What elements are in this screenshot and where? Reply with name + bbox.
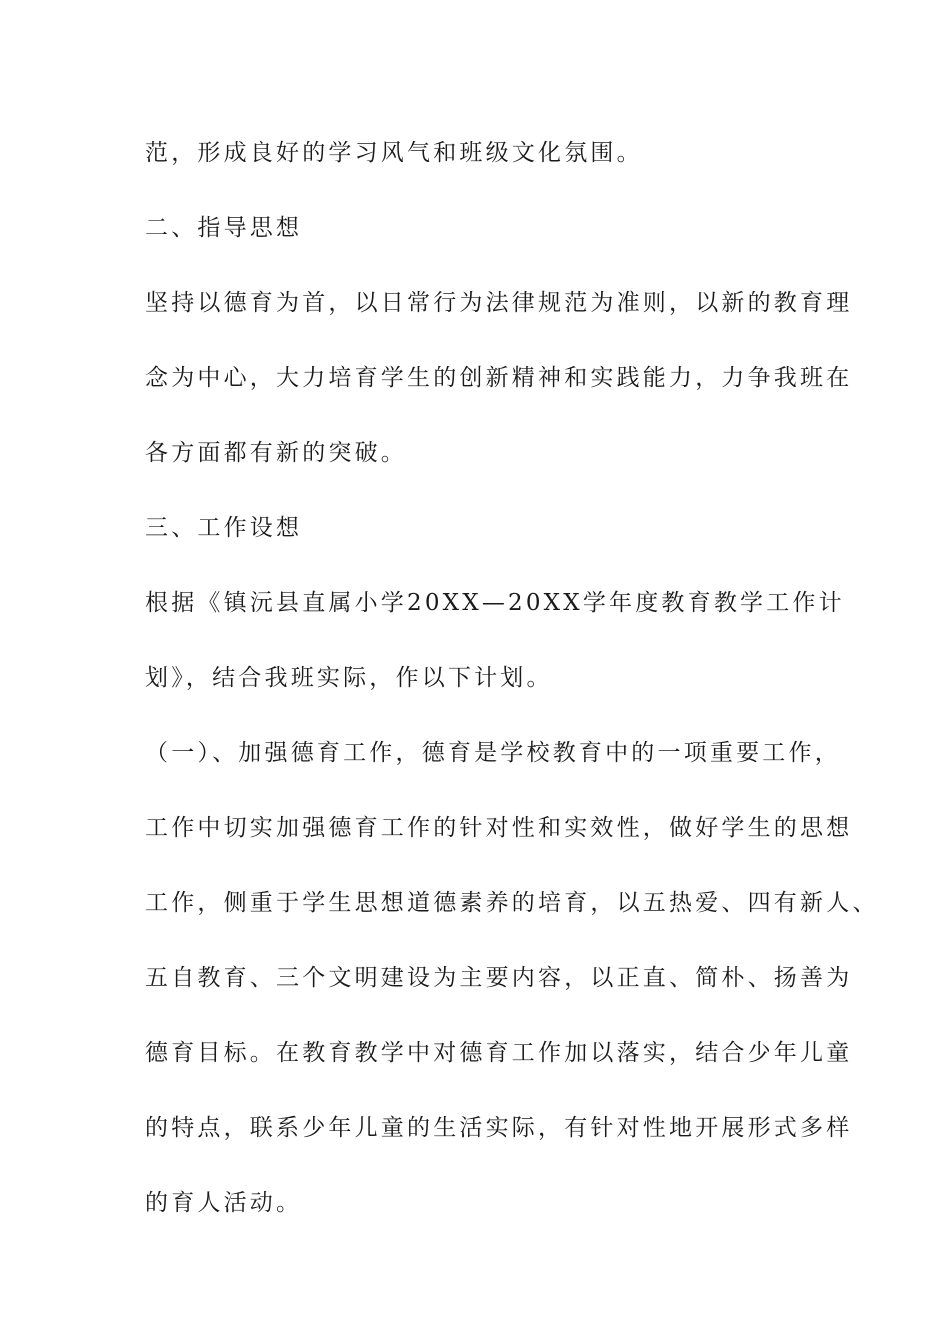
body-text-line: 坚持以德育为首，以日常行为法律规范为准则，以新的教育理 — [145, 290, 853, 316]
body-text-line: 根据《镇沅县直属小学20XX—20XX学年度教育教学工作计 — [145, 590, 845, 616]
body-text-line: 五自教育、三个文明建设为主要内容，以正直、简朴、扬善为 — [145, 965, 853, 991]
body-text-line: 的育人活动。 — [145, 1190, 303, 1216]
body-text-line: 范，形成良好的学习风气和班级文化氛围。 — [145, 140, 643, 166]
body-text-line: 的特点，联系少年儿童的生活实际，有针对性地开展形式多样 — [145, 1115, 853, 1141]
body-text-line: 念为中心，大力培育学生的创新精神和实践能力，力争我班在 — [145, 365, 853, 391]
section-heading-work-plan: 三、工作设想 — [145, 515, 303, 541]
body-text-line: 划》，结合我班实际，作以下计划。 — [145, 665, 553, 691]
body-text-line: 工作中切实加强德育工作的针对性和实效性，做好学生的思想 — [145, 815, 853, 841]
subsection-heading-moral-education: （一）、加强德育工作，德育是学校教育中的一项重要工作， — [145, 740, 841, 766]
body-text-line: 各方面都有新的突破。 — [145, 440, 407, 466]
section-heading-guiding-ideology: 二、指导思想 — [145, 215, 303, 241]
body-text-line: 德育目标。在教育教学中对德育工作加以落实，结合少年儿童 — [145, 1040, 853, 1066]
body-text-line: 工作，侧重于学生思想道德素养的培育，以五热爱、四有新人、 — [145, 890, 879, 916]
